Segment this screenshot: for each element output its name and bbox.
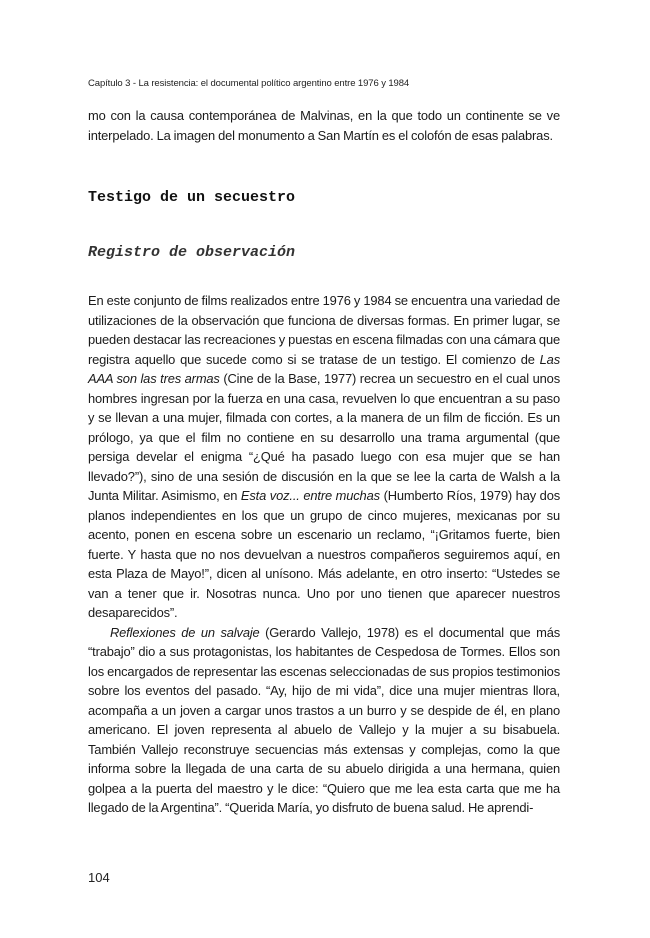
paragraph-text: (Gerardo Vallejo, 1978) es el documental que más “trabajo” dio a sus protagonistas, los habitantes de Cespedosa de Tormes. Ellos son los encargados de representar las escenas seleccionadas de sus propios testimonios sobre los eventos del pasado. “Ay, hijo de mi vida”, dice una mujer mientras llora, acompaña a un joven a cargar unos trastos a un burro y se despide de él, en plano americano. El joven representa al abuelo de Vallejo y la mujer a su bisabuela. También Vallejo reconstruye secuencias más extensas y complejas, como la que informa sobre la llegada de una carta de su abuelo dirigida a una hermana, quien golpea a la puerta del maestro y le dice: “Quiero que me lea esta carta que me ha llegado de la Argentina”. “Querida María, yo disfruto de buena salud. He aprendi- — [88, 624, 561, 815]
paragraph-text: (Cine de la Base, 1977) recrea un secuestro en el cual unos hombres ingresan por la fuerza en una casa, revuelven lo que encuentran a su paso y se llevan a una mujer, filmada con cortes, a la manera de un film de ficción. Es un prólogo, ya que el film no contiene en su desarrollo una trama argumental (que persiga develar el enigma “¿Qué ha pasado luego con esa mujer que se han llevado?”), sino de una sesión de discusión en la que se lee la carta de Walsh a la Junta Militar. Asimismo, en — [88, 371, 560, 503]
paragraph-reflexiones — [88, 623, 560, 818]
film-title: Esta voz... entre muchas — [240, 488, 380, 503]
intro-paragraph: mo con la causa contemporánea de Malvinas, en la que todo un continente se ve interpelado. La imagen del monumento a San Martín es el colofón de esas palabras. — [88, 108, 560, 143]
page-number: 104 — [88, 870, 110, 885]
paragraph-observation — [88, 291, 560, 623]
section-title: Testigo de un secuestro — [88, 189, 296, 206]
subsection-title: Registro de observación — [88, 244, 296, 261]
paragraph-text: En este conjunto de films realizados entre 1976 y 1984 se encuentra una variedad de utilizaciones de la observación que funciona de diversas formas. En primer lugar, se pueden destacar las recreaciones y puestas en escena filmadas con una cámara que registra aquello que sucede como si se tratase de un testigo. El comienzo de — [88, 293, 560, 367]
film-title: Reflexiones de un salvaje — [110, 624, 260, 640]
film-title: Las AAA son las tres armas — [88, 351, 560, 386]
running-header: Capítulo 3 - La resistencia: el documental político argentino entre 1976 y 1984 — [88, 78, 410, 89]
main-text-block — [88, 291, 560, 818]
paragraph-text: (Humberto Ríos, 1979) hay dos planos independientes en los que un grupo de cinco mujeres, mexicanas por su acento, ponen en escena sobre un escenario un reclamo, “¡Gritamos fuerte, bien fuerte. Y hasta que no nos devuelvan a nuestros compañeros seguiremos aquí, en esta Plaza de Mayo!”, dicen al unísono. Más adelante, en otro inserto: “Ustedes se van a tener que ir. Nosotras nunca. Uno por uno tienen que aparecer nuestros desaparecidos”. — [88, 488, 561, 620]
